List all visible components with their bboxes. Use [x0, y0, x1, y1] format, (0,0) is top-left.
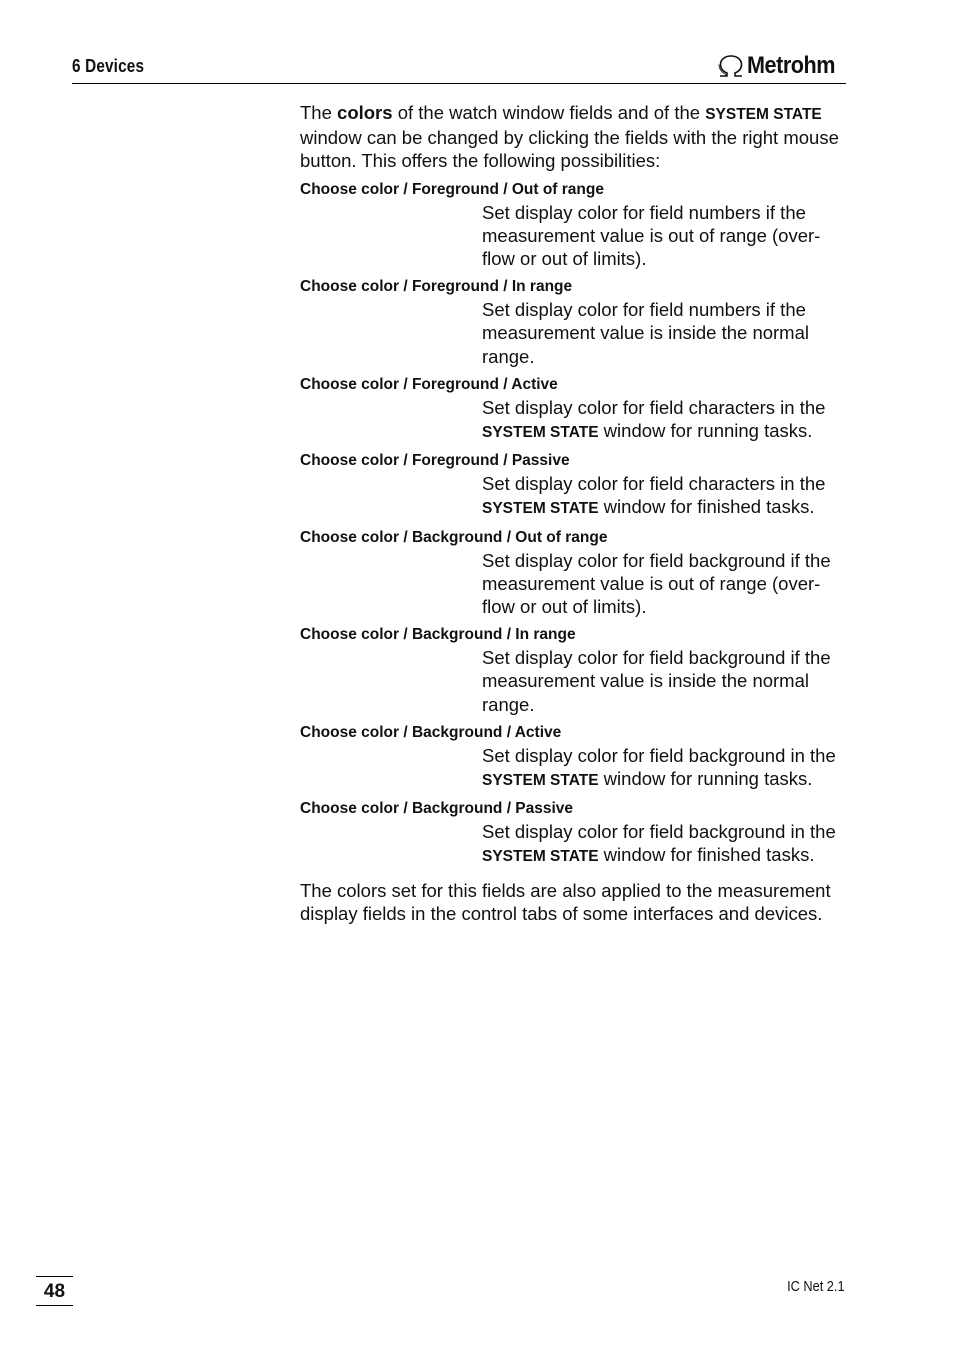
- intro-text: window can be changed by clicking the fields with the right mouse button. This offers the following possibilities:: [300, 127, 839, 172]
- intro-keyword: colors: [337, 102, 393, 123]
- option-description: Set display color for field background if the measurement value is inside the normal range.: [482, 647, 831, 715]
- option-item: [300, 528, 846, 619]
- product-name: IC Net 2.1: [787, 1278, 845, 1295]
- option-title: Choose color / Background / Active: [300, 723, 562, 741]
- omega-logo-icon: [717, 54, 745, 78]
- option-title: Choose color / Foreground / Passive: [300, 452, 570, 470]
- option-item: [300, 375, 846, 444]
- option-description: Set display color for field numbers if the measurement value is inside the normal range.: [482, 299, 809, 367]
- description-text: window for running tasks.: [598, 768, 813, 790]
- description-text: Set display color for field background in the: [482, 744, 836, 766]
- option-title: Choose color / Background / Passive: [300, 800, 574, 818]
- window-name: SYSTEM STATE: [482, 500, 599, 518]
- option-title: Choose color / Foreground / Out of range: [300, 180, 604, 198]
- option-item: [300, 277, 846, 368]
- metrohm-logo: [717, 52, 845, 80]
- description-text: Set display color for field background in the: [482, 821, 836, 843]
- option-description: Set display color for field background if the measurement value is out of range (over-flow or out of limits).: [482, 549, 831, 618]
- option-item: [300, 723, 846, 792]
- section-title: 6 Devices: [72, 56, 145, 76]
- intro-text: The: [300, 102, 338, 123]
- option-title: Choose color / Background / In range: [300, 626, 576, 644]
- description-text: window for running tasks.: [598, 420, 813, 442]
- header-rule: [72, 83, 846, 84]
- window-name: SYSTEM STATE: [482, 848, 599, 866]
- option-title: Choose color / Background / Out of range: [300, 528, 608, 546]
- logo-text: Metrohm: [747, 52, 836, 79]
- option-title: Choose color / Foreground / Active: [300, 375, 558, 393]
- page-number: 48: [43, 1281, 66, 1302]
- main-content: [300, 101, 846, 944]
- window-name: SYSTEM STATE: [482, 424, 599, 442]
- option-description: [482, 396, 846, 444]
- description-text: Set display color for field characters in the: [482, 396, 826, 418]
- option-item: [300, 799, 846, 868]
- option-description: [482, 744, 846, 792]
- window-name: SYSTEM STATE: [705, 106, 822, 123]
- option-description: [482, 472, 846, 520]
- window-name: SYSTEM STATE: [482, 772, 599, 790]
- page-number-rule-top: [36, 1276, 73, 1277]
- intro-text: of the watch window fields and of the: [392, 102, 706, 123]
- page-number-rule-bottom: [36, 1305, 73, 1306]
- closing-paragraph: The colors set for this fields are also applied to the measurement display fields in the control tabs of some interfaces and devices.: [300, 879, 831, 924]
- description-text: window for finished tasks.: [598, 844, 815, 866]
- option-item: [300, 625, 846, 716]
- option-item: [300, 180, 846, 271]
- option-description: Set display color for field numbers if the measurement value is out of range (over-flow or out of limits).: [482, 201, 821, 270]
- description-text: window for finished tasks.: [598, 496, 815, 518]
- intro-paragraph: [300, 101, 846, 173]
- description-text: Set display color for field characters in the: [482, 473, 826, 495]
- option-item: [300, 451, 846, 520]
- option-description: [482, 820, 846, 868]
- option-title: Choose color / Foreground / In range: [300, 278, 573, 296]
